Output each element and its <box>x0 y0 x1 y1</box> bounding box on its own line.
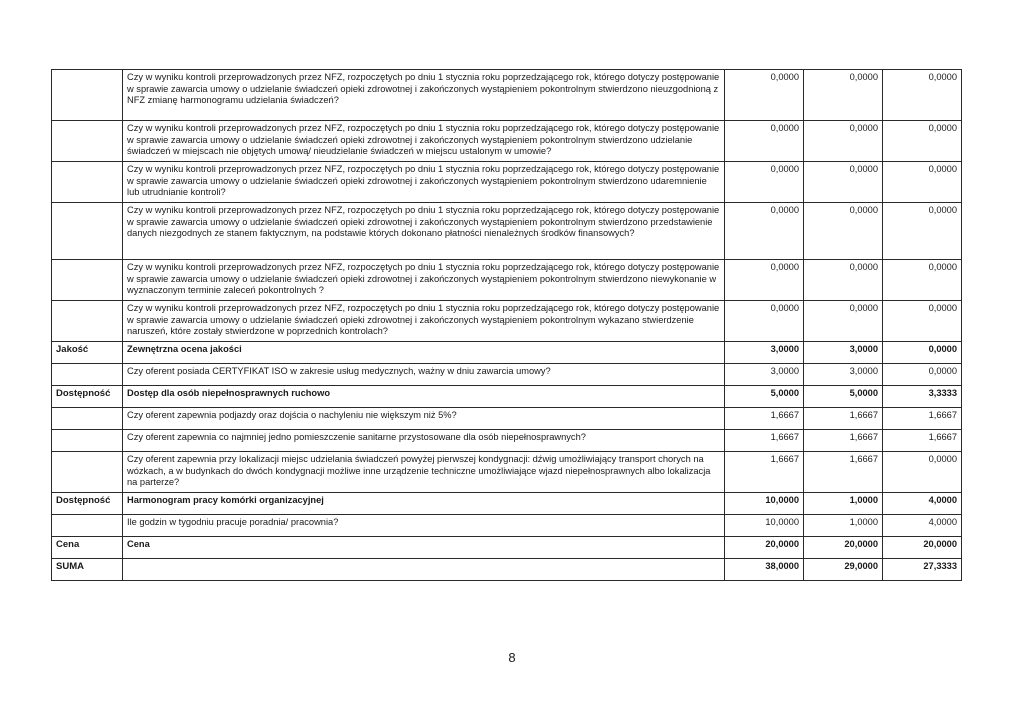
category-cell <box>52 408 123 430</box>
value-cell-2: 0,0000 <box>804 260 883 301</box>
value-cell-3: 0,0000 <box>883 203 962 260</box>
value-cell-1: 1,6667 <box>725 430 804 452</box>
category-cell <box>52 121 123 162</box>
category-cell <box>52 260 123 301</box>
table-row <box>52 260 962 301</box>
table-row <box>52 301 962 342</box>
table-row <box>52 493 962 515</box>
value-cell-1: 0,0000 <box>725 203 804 260</box>
value-cell-2: 0,0000 <box>804 121 883 162</box>
value-cell-2: 1,6667 <box>804 430 883 452</box>
category-cell: Dostępność <box>52 493 123 515</box>
category-cell <box>52 364 123 386</box>
value-cell-1: 0,0000 <box>725 121 804 162</box>
criterion-cell: Czy w wyniku kontroli przeprowadzonych przez NFZ, rozpoczętych po dniu 1 stycznia roku poprzedzającego rok, którego dotyczy postępowanie w sprawie zawarcia umowy o udzielanie świadczeń opieki zdrowotnej i zakończonych wystąpieniem pokontrolnym stwierdzono udaremnienie lub utrudnianie kontroli? <box>123 162 725 203</box>
value-cell-3: 0,0000 <box>883 260 962 301</box>
value-cell-2: 1,0000 <box>804 515 883 537</box>
value-cell-3: 4,0000 <box>883 515 962 537</box>
value-cell-2: 3,0000 <box>804 342 883 364</box>
value-cell-1: 0,0000 <box>725 70 804 121</box>
criterion-cell: Czy oferent posiada CERTYFIKAT ISO w zakresie usług medycznych, ważny w dniu zawarcia umowy? <box>123 364 725 386</box>
criterion-cell: Zewnętrzna ocena jakości <box>123 342 725 364</box>
criterion-cell: Dostęp dla osób niepełnosprawnych ruchowo <box>123 386 725 408</box>
value-cell-2: 1,6667 <box>804 408 883 430</box>
table-row <box>52 515 962 537</box>
value-cell-3: 27,3333 <box>883 559 962 581</box>
value-cell-3: 0,0000 <box>883 301 962 342</box>
table-row <box>52 559 962 581</box>
criterion-cell <box>123 559 725 581</box>
category-cell: Dostępność <box>52 386 123 408</box>
table-row <box>52 408 962 430</box>
value-cell-1: 0,0000 <box>725 301 804 342</box>
value-cell-3: 1,6667 <box>883 408 962 430</box>
value-cell-1: 10,0000 <box>725 493 804 515</box>
value-cell-2: 29,0000 <box>804 559 883 581</box>
category-cell <box>52 70 123 121</box>
value-cell-1: 10,0000 <box>725 515 804 537</box>
category-cell <box>52 301 123 342</box>
table-row <box>52 342 962 364</box>
value-cell-1: 0,0000 <box>725 260 804 301</box>
category-cell <box>52 430 123 452</box>
value-cell-3: 20,0000 <box>883 537 962 559</box>
value-cell-1: 1,6667 <box>725 408 804 430</box>
criterion-cell: Ile godzin w tygodniu pracuje poradnia/ pracownia? <box>123 515 725 537</box>
value-cell-2: 1,6667 <box>804 452 883 493</box>
criterion-cell: Czy oferent zapewnia co najmniej jedno pomieszczenie sanitarne przystosowane dla osób niepełnosprawnych? <box>123 430 725 452</box>
value-cell-3: 0,0000 <box>883 121 962 162</box>
criterion-cell: Czy w wyniku kontroli przeprowadzonych przez NFZ, rozpoczętych po dniu 1 stycznia roku poprzedzającego rok, którego dotyczy postępowanie w sprawie zawarcia umowy o udzielanie świadczeń opieki zdrowotnej i zakończonych wystąpieniem pokontrolnym stwierdzono przedstawienie danych niezgodnych ze stanem faktycznym, na podstawie których dokonano płatności nienależnych środków finansowych? <box>123 203 725 260</box>
category-cell: SUMA <box>52 559 123 581</box>
value-cell-2: 0,0000 <box>804 70 883 121</box>
table-row <box>52 162 962 203</box>
category-cell <box>52 162 123 203</box>
criterion-cell: Czy oferent zapewnia przy lokalizacji miejsc udzielania świadczeń powyżej pierwszej kondygnacji: dźwig umożliwiający transport chorych na wózkach, a w budynkach do dwóch kondygnacji możliwe inne urządzenie techniczne umożliwiające wjazd niepełnosprawnych albo lokalizacja na parterze? <box>123 452 725 493</box>
scoring-table <box>51 69 962 581</box>
value-cell-2: 3,0000 <box>804 364 883 386</box>
value-cell-3: 0,0000 <box>883 162 962 203</box>
table-row <box>52 537 962 559</box>
value-cell-2: 5,0000 <box>804 386 883 408</box>
table-row <box>52 203 962 260</box>
value-cell-2: 0,0000 <box>804 162 883 203</box>
value-cell-2: 0,0000 <box>804 301 883 342</box>
criterion-cell: Czy w wyniku kontroli przeprowadzonych przez NFZ, rozpoczętych po dniu 1 stycznia roku poprzedzającego rok, którego dotyczy postępowanie w sprawie zawarcia umowy o udzielanie świadczeń opieki zdrowotnej i zakończonych wystąpieniem pokontrolnym stwierdzono niewykonanie w wyznaczonym terminie zaleceń pokontrolnych ? <box>123 260 725 301</box>
value-cell-3: 0,0000 <box>883 342 962 364</box>
criterion-cell: Czy w wyniku kontroli przeprowadzonych przez NFZ, rozpoczętych po dniu 1 stycznia roku poprzedzającego rok, którego dotyczy postępowanie w sprawie zawarcia umowy o udzielanie świadczeń opieki zdrowotnej i zakończonych wystąpieniem pokontrolnym stwierdzono nieuzgodnioną z NFZ zmianę harmonogramu udzielania świadczeń? <box>123 70 725 121</box>
category-cell <box>52 452 123 493</box>
value-cell-3: 0,0000 <box>883 70 962 121</box>
table-row <box>52 452 962 493</box>
criterion-cell: Czy w wyniku kontroli przeprowadzonych przez NFZ, rozpoczętych po dniu 1 stycznia roku poprzedzającego rok, którego dotyczy postępowanie w sprawie zawarcia umowy o udzielanie świadczeń opieki zdrowotnej i zakończonych wystąpieniem pokontrolnym stwierdzono udzielanie świadczeń w miejscach nie objętych umową/ nieudzielanie świadczeń w miejscu ustalonym w umowie? <box>123 121 725 162</box>
value-cell-2: 1,0000 <box>804 493 883 515</box>
table-row <box>52 70 962 121</box>
criterion-cell: Harmonogram pracy komórki organizacyjnej <box>123 493 725 515</box>
value-cell-3: 4,0000 <box>883 493 962 515</box>
value-cell-1: 0,0000 <box>725 162 804 203</box>
table-row <box>52 386 962 408</box>
value-cell-1: 3,0000 <box>725 364 804 386</box>
value-cell-1: 38,0000 <box>725 559 804 581</box>
criterion-cell: Czy oferent zapewnia podjazdy oraz dojścia o nachyleniu nie większym niż 5%? <box>123 408 725 430</box>
value-cell-1: 20,0000 <box>725 537 804 559</box>
page-number: 8 <box>508 650 516 665</box>
criterion-cell: Czy w wyniku kontroli przeprowadzonych przez NFZ, rozpoczętych po dniu 1 stycznia roku poprzedzającego rok, którego dotyczy postępowanie w sprawie zawarcia umowy o udzielanie świadczeń opieki zdrowotnej i zakończonych wystąpieniem pokontrolnym wykazano stwierdzenie naruszeń, które zostały stwierdzone w poprzednich kontrolach? <box>123 301 725 342</box>
category-cell: Jakość <box>52 342 123 364</box>
value-cell-3: 3,3333 <box>883 386 962 408</box>
value-cell-1: 1,6667 <box>725 452 804 493</box>
value-cell-1: 5,0000 <box>725 386 804 408</box>
table-row <box>52 121 962 162</box>
category-cell: Cena <box>52 537 123 559</box>
value-cell-3: 1,6667 <box>883 430 962 452</box>
category-cell <box>52 515 123 537</box>
value-cell-3: 0,0000 <box>883 452 962 493</box>
category-cell <box>52 203 123 260</box>
criterion-cell: Cena <box>123 537 725 559</box>
value-cell-2: 20,0000 <box>804 537 883 559</box>
table-row <box>52 430 962 452</box>
value-cell-2: 0,0000 <box>804 203 883 260</box>
table-row <box>52 364 962 386</box>
value-cell-1: 3,0000 <box>725 342 804 364</box>
value-cell-3: 0,0000 <box>883 364 962 386</box>
